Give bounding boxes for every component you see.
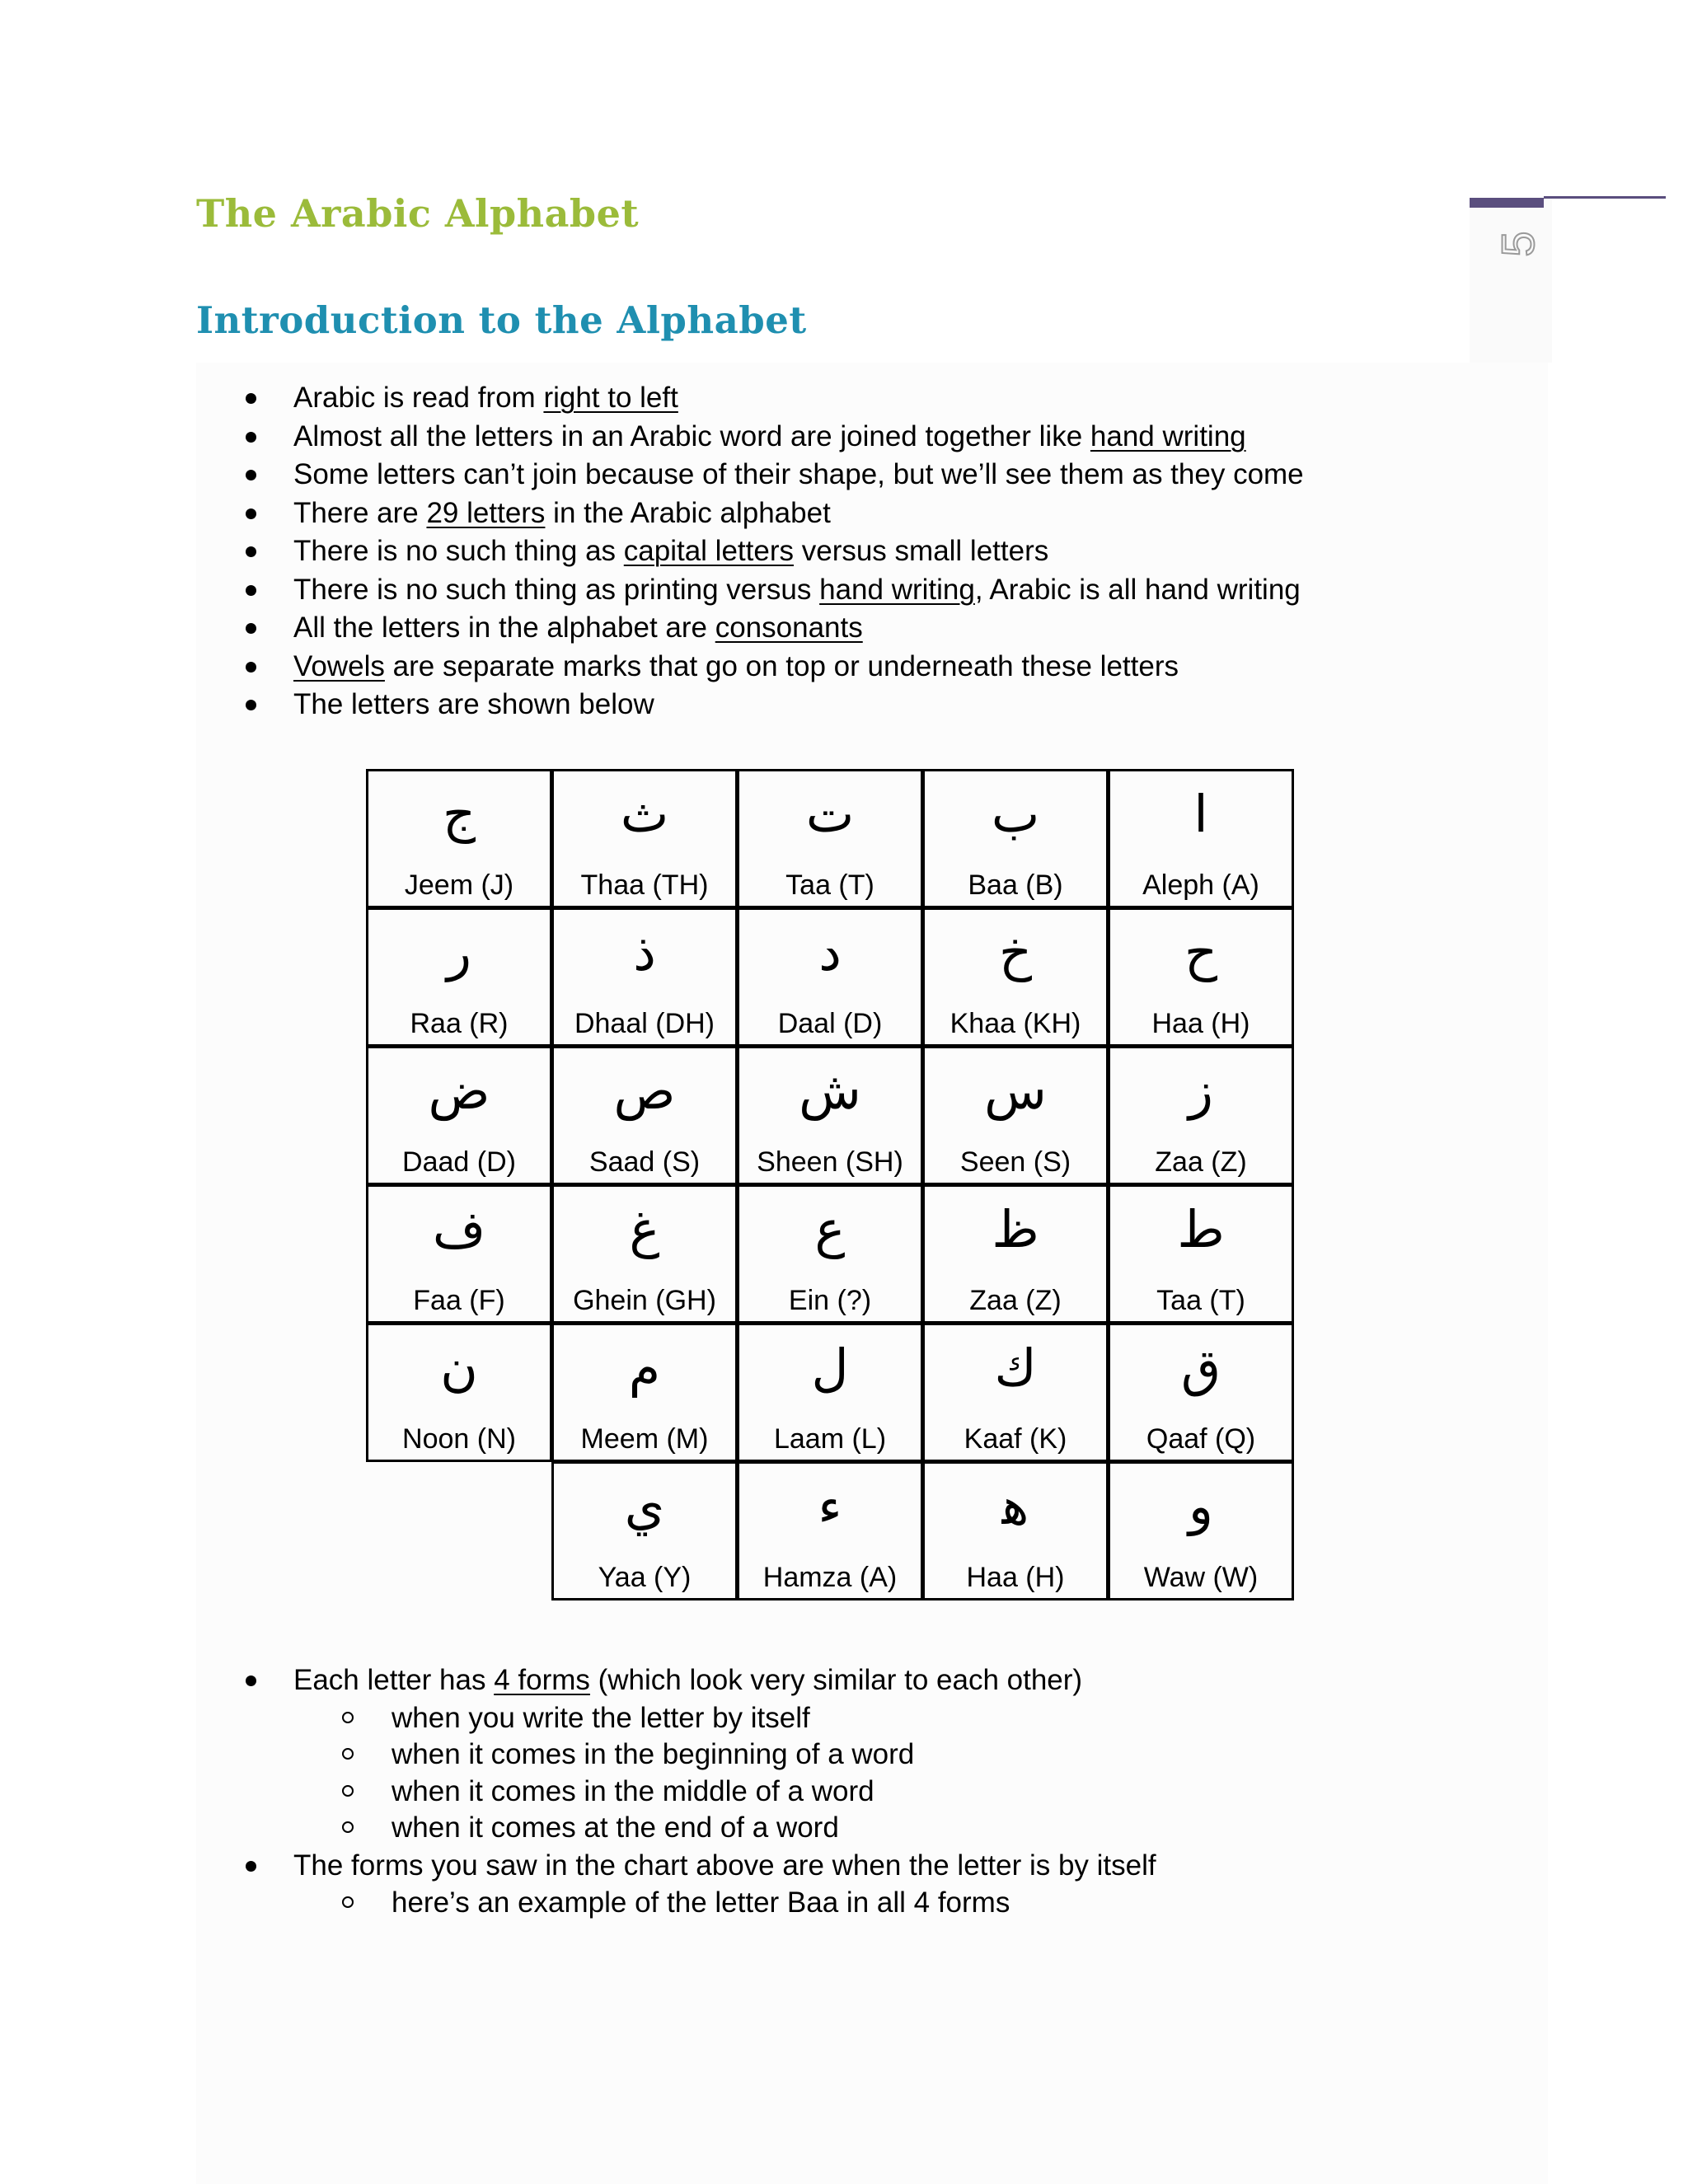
letter-name: Ghein (GH) <box>573 1285 716 1316</box>
letter-cell <box>551 1046 738 1185</box>
letter-cell <box>551 907 738 1047</box>
bullet-item: There are 29 letters in the Arabic alphabet <box>239 494 1475 533</box>
intro-bullet-list <box>239 379 1475 724</box>
letter-name: Raa (R) <box>410 1008 509 1039</box>
page-title: The Arabic Alphabet <box>196 191 640 236</box>
arabic-letter: ن <box>440 1338 478 1398</box>
letter-name: Waw (W) <box>1143 1562 1259 1593</box>
letter-name: Yaa (Y) <box>598 1562 692 1593</box>
arabic-letter: ل <box>811 1338 849 1398</box>
letter-cell <box>922 769 1109 908</box>
letter-name: Khaa (KH) <box>950 1008 1081 1039</box>
arabic-letter: م <box>628 1338 661 1398</box>
bullet-item: Vowels are separate marks that go on top or underneath these letters <box>239 648 1475 687</box>
sub-bullet-item: when you write the letter by itself <box>239 1700 1475 1737</box>
sub-bullet-circle <box>342 1748 354 1760</box>
arabic-letter: ف <box>432 1199 486 1259</box>
section-heading: Introduction to the Alphabet <box>196 298 807 342</box>
page-number-bar <box>1470 198 1544 208</box>
bullet-item: All the letters in the alphabet are consonants <box>239 609 1475 648</box>
bullet-dot <box>246 585 256 596</box>
letter-cell <box>1108 1046 1294 1185</box>
letter-name: Daal (D) <box>777 1008 883 1039</box>
arabic-letter: ي <box>624 1476 665 1536</box>
letter-name: Faa (F) <box>413 1285 505 1316</box>
letter-name: Seen (S) <box>959 1146 1071 1178</box>
letter-cell <box>551 769 738 908</box>
letter-name: Baa (B) <box>968 869 1063 901</box>
letter-cell <box>1108 1323 1294 1462</box>
arabic-letter: ء <box>818 1476 842 1536</box>
letter-cell <box>366 1323 552 1462</box>
arabic-letter: ج <box>442 784 476 844</box>
bullet-item: The letters are shown below <box>239 686 1475 724</box>
letter-cell <box>1108 1184 1294 1324</box>
arabic-letter: ع <box>814 1199 846 1259</box>
sub-bullet-circle <box>342 1896 354 1908</box>
sub-list-container <box>239 1885 1475 1922</box>
letter-name: Zaa (Z) <box>969 1285 1062 1316</box>
bullet-dot <box>246 1861 256 1872</box>
arabic-letter: ت <box>805 784 855 844</box>
bullet-dot <box>246 623 256 634</box>
arabic-letter: ص <box>613 1061 676 1121</box>
letter-cell <box>1108 1461 1294 1601</box>
arabic-letter: ش <box>799 1061 861 1121</box>
letter-name: Taa (T) <box>1156 1285 1245 1316</box>
letter-name: Laam (L) <box>773 1423 887 1455</box>
arabic-letter: خ <box>998 922 1033 982</box>
arabic-letter: و <box>1189 1476 1213 1536</box>
letter-name: Haa (H) <box>1151 1008 1250 1039</box>
arabic-letter: ا <box>1193 784 1208 844</box>
letter-name: Jeem (J) <box>404 869 514 901</box>
bullet-dot <box>246 662 256 673</box>
sub-bullet-item: here’s an example of the letter Baa in all 4 forms <box>239 1885 1475 1922</box>
letter-cell <box>737 769 923 908</box>
bullet-dot <box>246 700 256 710</box>
bullet-item: Some letters can’t join because of their shape, but we’ll see them as they come <box>239 456 1475 494</box>
bullet-item: There is no such thing as printing versus hand writing, Arabic is all hand writing <box>239 571 1475 610</box>
letter-cell <box>366 907 552 1047</box>
bullet-dot <box>246 509 256 519</box>
arabic-letter: ط <box>1177 1199 1225 1259</box>
bullet-dot <box>246 470 256 480</box>
arabic-letter: ق <box>1180 1338 1221 1398</box>
letter-cell <box>737 1461 923 1601</box>
letter-cell <box>922 1184 1109 1324</box>
letter-cell <box>366 1046 552 1185</box>
sub-bullet-item: when it comes in the middle of a word <box>239 1774 1475 1811</box>
letter-name: Ein (?) <box>788 1285 872 1316</box>
letter-name: Noon (N) <box>402 1423 516 1455</box>
arabic-letter: ب <box>991 784 1040 844</box>
arabic-letter: ث <box>620 784 669 844</box>
sub-bullet-circle <box>342 1712 354 1723</box>
letter-cell <box>922 907 1109 1047</box>
letter-cell <box>737 907 923 1047</box>
arabic-letter: ر <box>447 922 471 982</box>
page-number: 5 <box>1492 231 1544 257</box>
letter-cell <box>737 1323 923 1462</box>
letter-name: Taa (T) <box>785 869 874 901</box>
letter-name: Qaaf (Q) <box>1146 1423 1256 1455</box>
letter-name: Haa (H) <box>966 1562 1065 1593</box>
letter-cell <box>922 1323 1109 1462</box>
letter-cell <box>551 1184 738 1324</box>
bullet-item: The forms you saw in the chart above are when the letter is by itself <box>239 1847 1475 1886</box>
letter-cell <box>366 1184 552 1324</box>
letter-name: Meem (M) <box>580 1423 709 1455</box>
bullet-dot <box>246 432 256 443</box>
letter-name: Dhaal (DH) <box>574 1008 715 1039</box>
bullet-dot <box>246 1675 256 1686</box>
letter-name: Aleph (A) <box>1142 869 1259 901</box>
letter-cell <box>551 1461 738 1601</box>
letter-cell <box>922 1046 1109 1185</box>
arabic-letter: ز <box>1189 1061 1213 1121</box>
sub-bullet-circle <box>342 1821 354 1833</box>
letter-cell <box>366 769 552 908</box>
arabic-letter: س <box>984 1061 1047 1121</box>
letter-name: Zaa (Z) <box>1155 1146 1247 1178</box>
forms-bullet-list <box>239 1661 1475 1922</box>
arabic-letter: د <box>818 922 842 982</box>
arabic-letter: غ <box>629 1199 660 1259</box>
letter-name: Daad (D) <box>402 1146 516 1178</box>
bullet-dot <box>246 546 256 557</box>
arabic-letter: ح <box>1184 922 1218 982</box>
arabic-letter: ض <box>428 1061 490 1121</box>
bullet-item: Each letter has 4 forms (which look very similar to each other) <box>239 1661 1475 1700</box>
letter-cell <box>551 1323 738 1462</box>
arabic-letter: ظ <box>992 1199 1039 1259</box>
letter-cell <box>1108 907 1294 1047</box>
sub-list-container <box>239 1700 1475 1847</box>
page-number-rule <box>1544 196 1666 199</box>
letter-name: Hamza (A) <box>762 1562 898 1593</box>
letter-cell <box>737 1046 923 1185</box>
letter-cell <box>1108 769 1294 908</box>
bullet-item: There is no such thing as capital letters versus small letters <box>239 532 1475 571</box>
sub-bullet-circle <box>342 1785 354 1797</box>
arabic-letter: ذ <box>633 922 656 982</box>
sub-bullet-item: when it comes in the beginning of a word <box>239 1736 1475 1774</box>
letter-cell <box>737 1184 923 1324</box>
letter-name: Kaaf (K) <box>964 1423 1067 1455</box>
bullet-item: Arabic is read from right to left <box>239 379 1475 418</box>
arabic-letter: ك <box>994 1338 1037 1398</box>
arabic-letter: ﮬ <box>1001 1476 1029 1536</box>
bullet-item: Almost all the letters in an Arabic word are joined together like hand writing <box>239 418 1475 457</box>
letter-cell <box>922 1461 1109 1601</box>
sub-bullet-item: when it comes at the end of a word <box>239 1810 1475 1847</box>
letter-name: Sheen (SH) <box>757 1146 903 1178</box>
letter-name: Saad (S) <box>588 1146 701 1178</box>
letter-name: Thaa (TH) <box>580 869 709 901</box>
bullet-dot <box>246 393 256 404</box>
